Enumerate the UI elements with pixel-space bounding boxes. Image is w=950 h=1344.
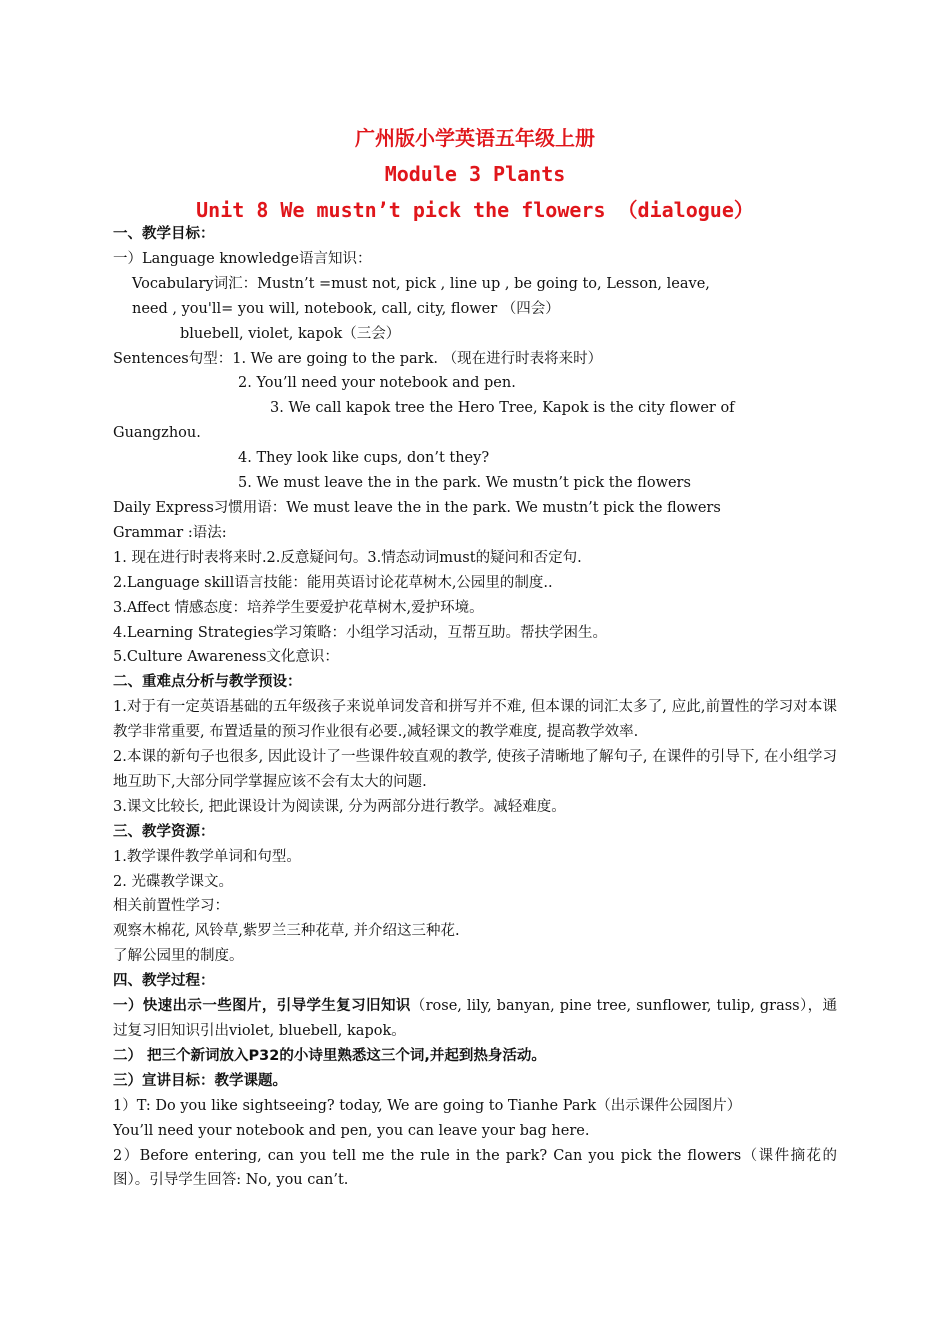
resource-line: 1.教学课件教学单词和句型。	[113, 848, 301, 865]
vocabulary-line: bluebell, violet, kapok（三会）	[180, 325, 401, 342]
objective-line: 5.Culture Awareness文化意识：	[113, 649, 339, 666]
title-block	[0, 120, 950, 228]
grammar-line: 1. 现在进行时表将来时.2.反意疑问句。3.情态动词must的疑问和否定句.	[113, 549, 582, 566]
process-step-1	[113, 994, 837, 1044]
sentence-line: Sentences句型：1. We are going to the park. （现在进行时表将来时）	[113, 350, 603, 367]
doc-title: 广州版小学英语五年级上册	[355, 126, 595, 150]
objective-line: 2.Language skill语言技能：能用英语讨论花草树木,公园里的制度..	[113, 574, 553, 591]
objective-line: 4.Learning Strategies学习策略：小组学习活动，互帮互助。帮扶学困生。	[113, 624, 608, 641]
sentence-line: 5. We must leave the in the park. We mustn’t pick the flowers	[238, 475, 691, 492]
analysis-paragraph: 3.课文比较长, 把此课设计为阅读课, 分为两部分进行教学。减轻难度。	[113, 798, 566, 815]
sentence-line: 2. You’ll need your notebook and pen.	[238, 375, 516, 392]
subheading-language-knowledge: 一）Language knowledge语言知识：	[113, 250, 372, 267]
process-step-3: 三）宣讲目标：教学课题。	[113, 1072, 287, 1089]
sentence-line: Guangzhou.	[113, 425, 201, 442]
section-heading-analysis: 二、重难点分析与教学预设：	[113, 674, 302, 691]
document-body	[113, 222, 837, 1193]
grammar-label: Grammar :语法:	[113, 524, 227, 541]
analysis-paragraph: 2.本课的新句子也很多, 因此设计了一些课件较直观的教学, 使孩子清晰地了解句子, 在课件的引导下, 在小组学习地互助下,大部分同学掌握应该不会有太大的问题.	[113, 749, 837, 790]
process-step-2: 二） 把三个新词放入P32的小诗里熟悉这三个词,并起到热身活动。	[113, 1047, 546, 1064]
analysis-paragraph: 1.对于有一定英语基础的五年级孩子来说单词发音和拼写并不难, 但本课的词汇太多了, 应此,前置性的学习对本课教学非常重要, 布置适量的预习作业很有必要.,减轻课文的教学难度, 提高教学效率.	[113, 699, 837, 741]
objective-line: 3.Affect 情感态度：培养学生要爱护花草树木,爱护环境。	[113, 599, 484, 616]
resource-line: 观察木棉花, 风铃草,紫罗兰三种花草, 并介绍这三种花.	[113, 923, 460, 940]
resource-line: 了解公园里的制度。	[113, 948, 244, 965]
vocabulary-line: Vocabulary词汇：Mustn’t =must not, pick , line up , be going to, Lesson, leave,	[132, 275, 710, 292]
process-step-1-text: （rose, lily, banyan, pine tree, sunflower, tulip, grass），通过复习旧知识引出violet, bluebell, kapok。	[113, 998, 838, 1039]
unit-title: Unit 8 We mustn’t pick the flowers （dialogue）	[196, 198, 754, 222]
sentence-line: 3. We call kapok tree the Hero Tree, Kapok is the city flower of	[270, 400, 735, 417]
dialogue-line: You’ll need your notebook and pen, you can leave your bag here.	[113, 1122, 590, 1139]
module-title: Module 3 Plants	[384, 162, 566, 186]
dialogue-line: 2）Before entering, can you tell me the rule in the park? Can you pick the flowers（课件摘花的图）。引导学生回答: No, you can’t.	[113, 1147, 837, 1189]
daily-express-line: Daily Express习惯用语：We must leave the in the park. We mustn’t pick the flowers	[113, 499, 721, 516]
section-heading-process: 四、教学过程：	[113, 973, 215, 990]
process-step-1-title: 一）快速出示一些图片，引导学生复习旧知识	[113, 998, 411, 1015]
dialogue-line: 1）T: Do you like sightseeing? today, We are going to Tianhe Park（出示课件公园图片）	[113, 1097, 742, 1114]
section-heading-resources: 三、教学资源：	[113, 823, 215, 840]
section-heading-objectives: 一、教学目标：	[113, 226, 215, 242]
sentence-line: 4. They look like cups, don’t they?	[238, 450, 490, 467]
resource-line: 相关前置性学习：	[113, 898, 229, 915]
vocabulary-line: need , you'll= you will, notebook, call, city, flower （四会）	[132, 300, 560, 317]
resource-line: 2. 光碟教学课文。	[113, 873, 233, 890]
